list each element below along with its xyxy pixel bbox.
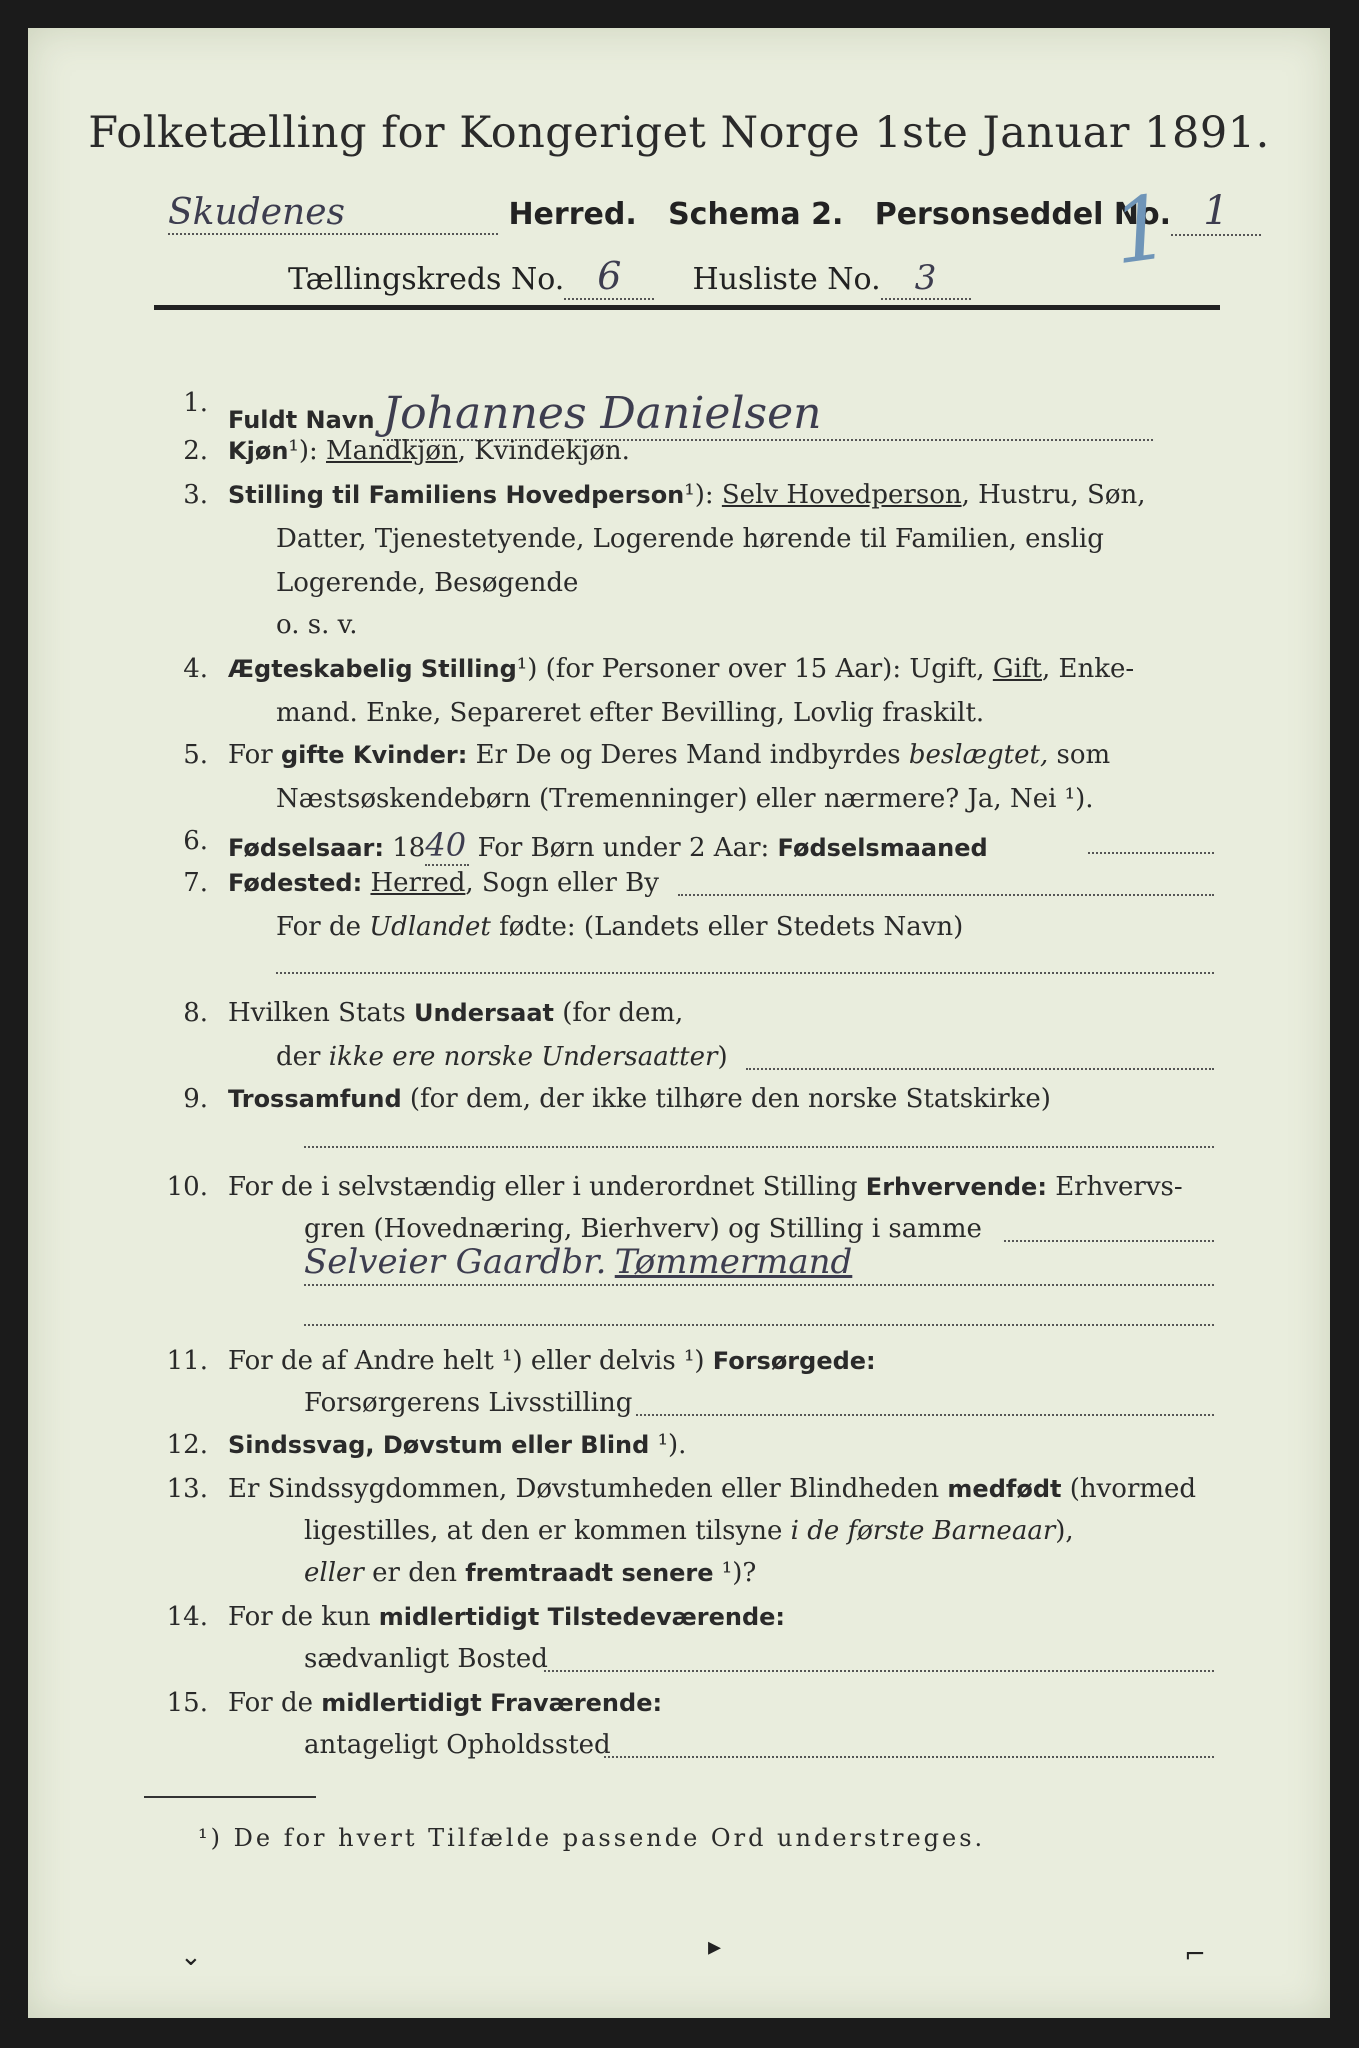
q15-label: midlertidigt Fraværende: (321, 1689, 663, 1717)
schema-label: Schema 2. (668, 197, 844, 232)
personseddel-label: Personseddel No. (874, 197, 1172, 232)
footnote-rule (144, 1796, 316, 1798)
personseddel-value: 1 (1203, 188, 1229, 234)
q2-number: 2. (183, 436, 208, 466)
q5-label: gifte Kvinder: (280, 741, 468, 769)
q7-selected-option: Herred (370, 868, 466, 898)
q11-line2: Forsørgerens Livsstilling (304, 1388, 633, 1418)
q4-number: 4. (183, 654, 208, 684)
q8-fill-line (746, 1068, 1214, 1070)
footnote: ¹) De for hvert Tilfælde passende Ord understreges. (198, 1824, 986, 1852)
q10-fill-line2 (304, 1284, 1214, 1286)
q14-number: 14. (166, 1602, 208, 1632)
q6-label: Fødselsaar: (228, 834, 384, 862)
q8-number: 8. (183, 998, 208, 1028)
q10-fill-line (1004, 1240, 1214, 1242)
herred-line (168, 188, 1261, 236)
q3-number: 3. (183, 480, 208, 510)
q10-label: Erhvervende: (865, 1173, 1047, 1201)
census-form-sheet: Folketælling for Kongeriget Norge 1ste Januar 1891. Skudenes Herred. Schema 2. Personseddel No. 1 Tællingskreds No. 6 Husliste No. 3 1 1. Fuldt Navn Johannes Danielsen 2. Kjøn¹): Mandkjøn, Kvindekjøn. 3. Stilling til Familiens Hovedperson¹): Selv Hovedperson, Hustru, Søn, Datter, Tjenestetyende, Logerende hørende til Familien, enslig Logerende, Besøgende o. s. v. 4. Ægteskabelig Stilling¹) (for Personer over 15 Aar): Ugift, Gift, Enke- mand. Enke, Separeret efter Bevilling, Lovlig fraskilt. 5. For gifte Kvinder: Er De og Deres Mand indbyrdes beslægtet, som Næstsøskendebørn (Tremenninger) eller nærmere? Ja, Nei ¹). 6. Fødselsaar: 1840 For Børn under 2 Aar: Fødselsmaaned 7. Fødested: Herred, Sogn eller By For de Udlandet fødte: (Landets eller Stedets Navn) 8. Hvilken Stats Undersaat (for dem, der ikke ere norske Undersaatter) 9. Trossamfund (for dem, der ikke tilhøre den norske Statskirke) 10. For de i selvstændig eller i underordnet Stilling Erhvervende: Erhvervs- gren (Hovednæring, Bierhverv) og Stilling i samme Selveier Gaardbr. Tømmermand 11. For de af Andre helt ¹) eller delvis ¹) Forsørgede: Forsørgerens Livsstilling 12. Sindssvag, Døvstum eller Blind ¹). 13. Er Sindssygdommen, Døvstumheden eller Blindheden medfødt (hvormed ligestilles, at den er kommen tilsyne i de første Barneaar), eller er den fremtraadt senere ¹)? 14. For de kun midlertidigt Tilstedeværende: sædvanligt Bosted 15. For de midlertidigt Fraværende: antageligt Opholdssted ¹) De for hvert Tilfælde passende Ord understreges. ⌄ ▸ ⌐ (28, 28, 1330, 2018)
q8-label: Undersaat (413, 999, 554, 1027)
q14-fill-line (544, 1670, 1214, 1672)
q15-fill-line (604, 1756, 1214, 1758)
q3-line2: Datter, Tjenestetyende, Logerende hørende til Familien, enslig (276, 524, 1104, 554)
kreds-value: 6 (597, 254, 622, 298)
q10-line2: gren (Hovednæring, Bierhverv) og Stilling i samme (304, 1214, 982, 1244)
q9-fill-line (304, 1146, 1214, 1148)
q11-number: 11. (166, 1346, 208, 1376)
q4-selected-option: Gift (992, 654, 1042, 684)
q9-label: Trossamfund (228, 1085, 402, 1113)
q10-fill-line3 (304, 1324, 1214, 1326)
q1-number: 1. (183, 388, 208, 418)
q5-number: 5. (183, 740, 208, 770)
q7-label: Fødested: (228, 869, 363, 897)
q7-fill-line (678, 894, 1214, 896)
q4-label: Ægteskabelig Stilling (228, 655, 517, 683)
form-title: Folketælling for Kongeriget Norge 1ste Januar 1891. (88, 108, 1270, 158)
q4-line2: mand. Enke, Separeret efter Bevilling, Lovlig fraskilt. (276, 698, 985, 728)
q5-line2: Næstsøskendebørn (Tremenninger) eller nærmere? Ja, Nei ¹). (276, 784, 1094, 814)
husliste-label: Husliste No. (692, 262, 881, 297)
q3-line4: o. s. v. (276, 610, 358, 640)
q13-label: medfødt (947, 1475, 1062, 1503)
q7-number: 7. (183, 868, 208, 898)
q3-line3: Logerende, Besøgende (276, 568, 579, 598)
q15-number: 15. (166, 1688, 208, 1718)
q6-number: 6. (183, 826, 208, 856)
header-rule (154, 305, 1220, 310)
q2-label: Kjøn (228, 437, 289, 465)
registration-mark-center: ▸ (708, 1932, 722, 1962)
q14-label: midlertidigt Tilstedeværende: (378, 1603, 786, 1631)
q10-number: 10. (166, 1172, 208, 1202)
herred-value: Skudenes (168, 192, 345, 233)
q2-selected-option: Mandkjøn (326, 436, 458, 466)
q12-label: Sindssvag, Døvstum eller Blind (228, 1431, 650, 1459)
registration-mark-right: ⌐ (1184, 1940, 1206, 1970)
kreds-label: Tællingskreds No. (288, 262, 565, 297)
q14-line2: sædvanligt Bosted (304, 1644, 548, 1674)
q15-line2: antageligt Opholdssted (304, 1730, 611, 1760)
q1-value: Johannes Danielsen (382, 388, 822, 439)
q9-number: 9. (183, 1084, 208, 1114)
q6-label2: Fødselsmaaned (777, 834, 988, 862)
q7-fill-line2 (276, 972, 1214, 974)
q13-number: 13. (166, 1474, 208, 1504)
q10-value-1: Selveier Gaardbr. (304, 1242, 607, 1282)
q12-number: 12. (166, 1430, 208, 1460)
q6-fill-line (1088, 852, 1214, 854)
kreds-line (288, 254, 971, 300)
q10-value-2: Tømmermand (614, 1242, 853, 1282)
q3-selected-option: Selv Hovedperson (721, 480, 962, 510)
q6-value: 40 (425, 826, 467, 864)
registration-mark-left: ⌄ (180, 1942, 202, 1972)
husliste-value: 3 (914, 258, 937, 298)
q11-fill-line (636, 1414, 1214, 1416)
q11-label: Forsørgede: (712, 1347, 876, 1375)
margin-mark: 1 (1106, 174, 1176, 285)
herred-label: Herred. (508, 197, 637, 232)
q1-label: Fuldt Navn (228, 406, 375, 434)
q3-label: Stilling til Familiens Hovedperson (228, 481, 685, 509)
